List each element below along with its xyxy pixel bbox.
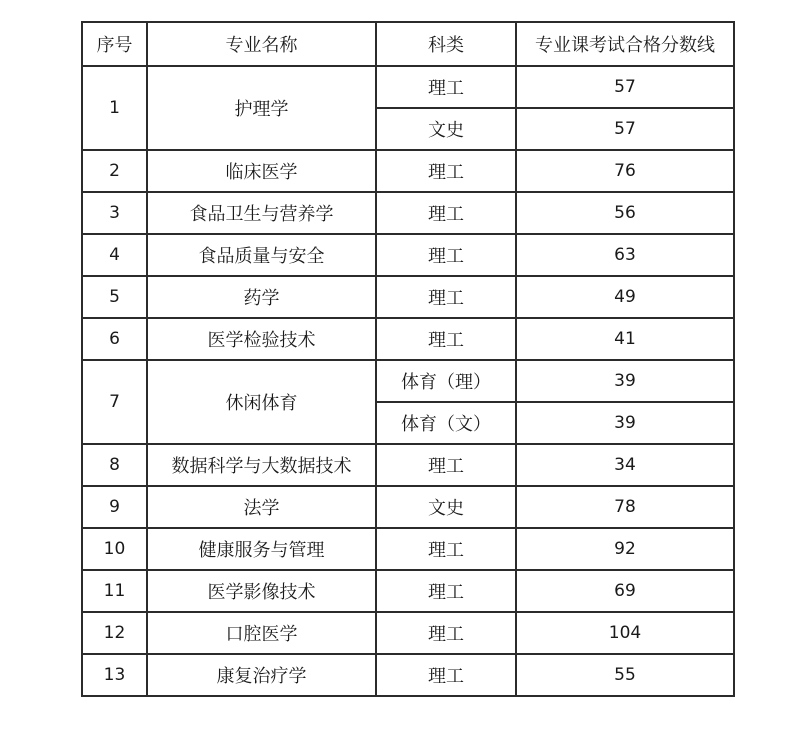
cell-category: 理工: [376, 66, 516, 108]
table-row: [82, 318, 734, 360]
cell-passing-score: 41: [516, 318, 734, 360]
table-row: [82, 654, 734, 696]
cell-category: 文史: [376, 486, 516, 528]
cell-passing-score: 55: [516, 654, 734, 696]
cell-passing-score: 39: [516, 402, 734, 444]
cell-category: 理工: [376, 318, 516, 360]
cell-major: 临床医学: [147, 150, 376, 192]
table-header-row: [82, 22, 734, 66]
cell-category: 理工: [376, 654, 516, 696]
header-serial: 序号: [82, 22, 147, 66]
cell-major: 医学检验技术: [147, 318, 376, 360]
cell-serial: 13: [82, 654, 147, 696]
cell-serial: 1: [82, 66, 147, 150]
cell-passing-score: 56: [516, 192, 734, 234]
cell-category: 理工: [376, 528, 516, 570]
cell-major: 食品卫生与营养学: [147, 192, 376, 234]
cell-serial: 8: [82, 444, 147, 486]
score-table-container: [81, 21, 735, 697]
header-category: 科类: [376, 22, 516, 66]
table-row: [82, 276, 734, 318]
score-table: [81, 21, 735, 697]
cell-serial: 2: [82, 150, 147, 192]
cell-category: 理工: [376, 570, 516, 612]
table-row: [82, 234, 734, 276]
cell-serial: 3: [82, 192, 147, 234]
cell-passing-score: 78: [516, 486, 734, 528]
cell-serial: 7: [82, 360, 147, 444]
cell-category: 理工: [376, 444, 516, 486]
cell-major: 康复治疗学: [147, 654, 376, 696]
cell-major: 食品质量与安全: [147, 234, 376, 276]
cell-serial: 12: [82, 612, 147, 654]
cell-serial: 9: [82, 486, 147, 528]
cell-passing-score: 63: [516, 234, 734, 276]
cell-serial: 10: [82, 528, 147, 570]
table-row: [82, 528, 734, 570]
cell-passing-score: 104: [516, 612, 734, 654]
cell-major: 口腔医学: [147, 612, 376, 654]
cell-passing-score: 92: [516, 528, 734, 570]
header-passing-score: 专业课考试合格分数线: [516, 22, 734, 66]
table-row: [82, 486, 734, 528]
cell-passing-score: 49: [516, 276, 734, 318]
cell-serial: 4: [82, 234, 147, 276]
cell-major: 医学影像技术: [147, 570, 376, 612]
cell-category: 理工: [376, 612, 516, 654]
header-major: 专业名称: [147, 22, 376, 66]
table-row: [82, 360, 734, 402]
cell-category: 体育（理）: [376, 360, 516, 402]
table-body: [82, 66, 734, 696]
cell-passing-score: 34: [516, 444, 734, 486]
cell-passing-score: 76: [516, 150, 734, 192]
cell-serial: 6: [82, 318, 147, 360]
cell-category: 理工: [376, 234, 516, 276]
cell-category: 文史: [376, 108, 516, 150]
cell-major: 健康服务与管理: [147, 528, 376, 570]
cell-major: 护理学: [147, 66, 376, 150]
cell-serial: 5: [82, 276, 147, 318]
cell-passing-score: 39: [516, 360, 734, 402]
cell-major: 休闲体育: [147, 360, 376, 444]
cell-category: 理工: [376, 192, 516, 234]
cell-category: 体育（文）: [376, 402, 516, 444]
cell-major: 法学: [147, 486, 376, 528]
cell-passing-score: 69: [516, 570, 734, 612]
table-row: [82, 612, 734, 654]
table-row: [82, 192, 734, 234]
cell-major: 数据科学与大数据技术: [147, 444, 376, 486]
table-row: [82, 444, 734, 486]
cell-passing-score: 57: [516, 108, 734, 150]
cell-category: 理工: [376, 276, 516, 318]
table-row: [82, 150, 734, 192]
cell-category: 理工: [376, 150, 516, 192]
cell-serial: 11: [82, 570, 147, 612]
table-row: [82, 570, 734, 612]
table-row: [82, 66, 734, 108]
cell-passing-score: 57: [516, 66, 734, 108]
cell-major: 药学: [147, 276, 376, 318]
